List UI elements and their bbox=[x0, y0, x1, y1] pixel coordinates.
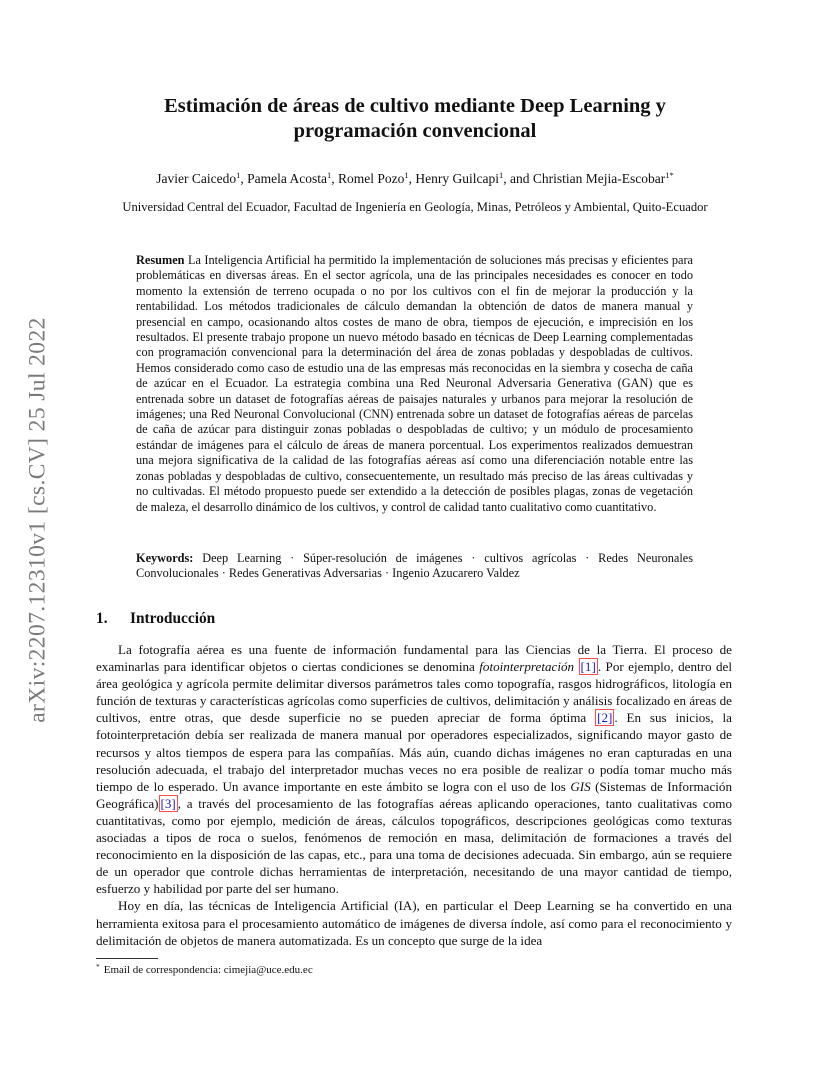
author-name: Pamela Acosta bbox=[247, 171, 327, 186]
abstract-label: Resumen bbox=[136, 253, 185, 267]
author-separator: , bbox=[240, 171, 248, 186]
paragraph-text: (Sistemas de Información Geográfica) bbox=[96, 778, 732, 811]
emphasis-term: GIS bbox=[570, 778, 591, 794]
author-separator: , and bbox=[503, 171, 533, 186]
section-heading bbox=[96, 610, 215, 628]
affiliation: Universidad Central del Ecuador, Facultad de Ingeniería en Geología, Minas, Petróleos y Ambiental, Quito-Ecuador bbox=[122, 200, 708, 214]
footnote bbox=[96, 962, 596, 976]
arxiv-identifier-text: arXiv:2207.12310v1 [cs.CV] 25 Jul 2022 bbox=[24, 317, 51, 723]
author-name: Henry Guilcapi bbox=[415, 171, 499, 186]
affiliation-mark: 1 bbox=[498, 170, 504, 180]
footnote-rule bbox=[96, 958, 158, 959]
paragraph: Hoy en día, las técnicas de Inteligencia Artificial (IA), en particular el Deep Learning se ha convertido en una herramienta exitosa para el procesamiento automático de imágenes de diversa índole, así como para el reconocimiento y delimitación de objetos de manera automatizada. Es un concepto que surge de la idea bbox=[96, 898, 732, 948]
keywords-text: Deep Learning · Súper-resolución de imágenes · cultivos agrícolas · Redes Neuronales Convolucionales · Redes Generativas Adversarias · Ingenio Azucarero Valdez bbox=[136, 551, 694, 581]
author-name: Javier Caicedo bbox=[156, 171, 237, 186]
author-separator: , bbox=[408, 171, 416, 186]
section-number: 1. bbox=[96, 610, 108, 627]
paragraph-text: . En sus inicios, la fotointerpretación debía ser realizada de manera manual por operadores especializados, significando mayor gasto de recursos y altos tiempos de espera para las compañías. Más aún, cuando dichas imágenes no eran capturadas en una resolución adecuada, el trabajo del interpretador muchas veces no era posible de realizar o podía tomar mucho más tiempo de lo esperado. Un avance importante en este ámbito se logra con el uso de los bbox=[96, 710, 732, 794]
paragraph-text: , a través del procesamiento de las fotografías aéreas aplicando operaciones, tanto cualitativas como cuantitativas, como por ejemplo, medición de áreas, cálculos topográficos, descripciones geológicas como texturas asociadas a tipos de roca o suelos, fenómenos de remoción en masa, delimitación de formaciones a través del reconocimiento en la disposición de las capas, etc., para una toma de decisiones adecuada. Sin embargo, aún se requiere de un operador que controle dichas herramientas de interpretación, necesitando de una mayor cantidad de tiempo, esfuerzo y habilidad por parte del ser humano. bbox=[96, 795, 732, 897]
body-text bbox=[96, 641, 732, 949]
affiliation-mark: 1 bbox=[404, 170, 409, 180]
keywords-label: Keywords: bbox=[136, 551, 194, 565]
abstract bbox=[136, 253, 693, 515]
section-title: Introducción bbox=[130, 610, 216, 627]
author-name: Romel Pozo bbox=[338, 171, 405, 186]
paper-title: Estimación de áreas de cultivo mediante Deep Learning y programación convencional bbox=[164, 95, 666, 142]
author-separator: , bbox=[331, 171, 338, 186]
author-list bbox=[96, 170, 734, 187]
paragraph-text: La fotografía aérea es una fuente de información fundamental para las Ciencias de la Tierra. El proceso de examinarlas para identificar objetos o ciertas condiciones se denomina bbox=[96, 642, 732, 675]
affiliation-mark: 1* bbox=[665, 170, 674, 180]
paragraph-text: . Por ejemplo, dentro del área geológica y agrícola permite delimitar diversos parámetros tales como topografía, rasgos hidrográficos, litología en función de texturas y características agrícolas como superficies de cultivos, delimitación y análisis focalizado en áreas de cultivos, entre otras, que desde superficie no se pueden apreciar de forma óptima bbox=[96, 659, 732, 726]
keywords bbox=[136, 551, 693, 582]
author-name: Christian Mejia-Escobar bbox=[532, 171, 666, 186]
emphasis-term: fotointerpretación bbox=[479, 659, 575, 675]
affiliation-mark: 1 bbox=[236, 170, 241, 180]
citation-link[interactable]: [2] bbox=[597, 710, 613, 726]
citation-link[interactable]: [1] bbox=[580, 659, 596, 675]
footnote-text: Email de correspondencia: cimejia@uce.edu.ec bbox=[103, 964, 313, 976]
paragraph bbox=[96, 641, 732, 897]
affiliation-mark: 1 bbox=[327, 170, 332, 180]
citation-link[interactable]: [3] bbox=[160, 795, 176, 811]
arxiv-identifier bbox=[20, 290, 56, 750]
abstract-text: La Inteligencia Artificial ha permitido la implementación de soluciones más precisas y eficientes para problemáticas en diversas áreas. En el sector agrícola, una de las principales necesidades es conocer en todo momento la extensión de terreno ocupada o no por los cultivos con el fin de mejorar la producción y la rentabilidad. Los métodos tradicionales de cálculo demandan la obtención de datos de manera manual y presencial en campo, ocasionando altos costes de mano de obra, tiempos de ejecución, e imprecisión en los resultados. El presente trabajo propone un nuevo método basado en técnicas de Deep Learning complementadas con programación convencional para la determinación del área de zonas pobladas y despobladas de cultivos. Hemos considerado como caso de estudio una de las empresas más reconocidas en la siembra y cosecha de caña de azúcar en el Ecuador. La estrategia combina una Red Neuronal Adversaria Generativa (GAN) que es entrenada sobre un dataset de fotografías aéreas de paisajes naturales y urbanos para mejorar la resolución de imágenes; una Red Neuronal Convolucional (CNN) entrenada sobre un dataset de fotografías aéreas de parcelas de caña de azúcar para distinguir zonas pobladas o despobladas de cultivo; y un módulo de procesamiento estándar de imágenes para el cálculo de áreas de manera porcentual. Los experimentos realizados demuestran una mejora significativa de la calidad de las fotografías aéreas así como una diferenciación notable entre las zonas pobladas y despobladas de cultivo, consecuentemente, un resultado más preciso de las áreas cultivadas y no cultivadas. El método propuesto puede ser extendido a la detección de posibles plagas, zonas de vegetación de maleza, el desarrollo dinámico de los cultivos, y control de calidad tanto cualitativo como cuantitativo. bbox=[136, 253, 693, 514]
footnote-mark: * bbox=[96, 962, 100, 971]
